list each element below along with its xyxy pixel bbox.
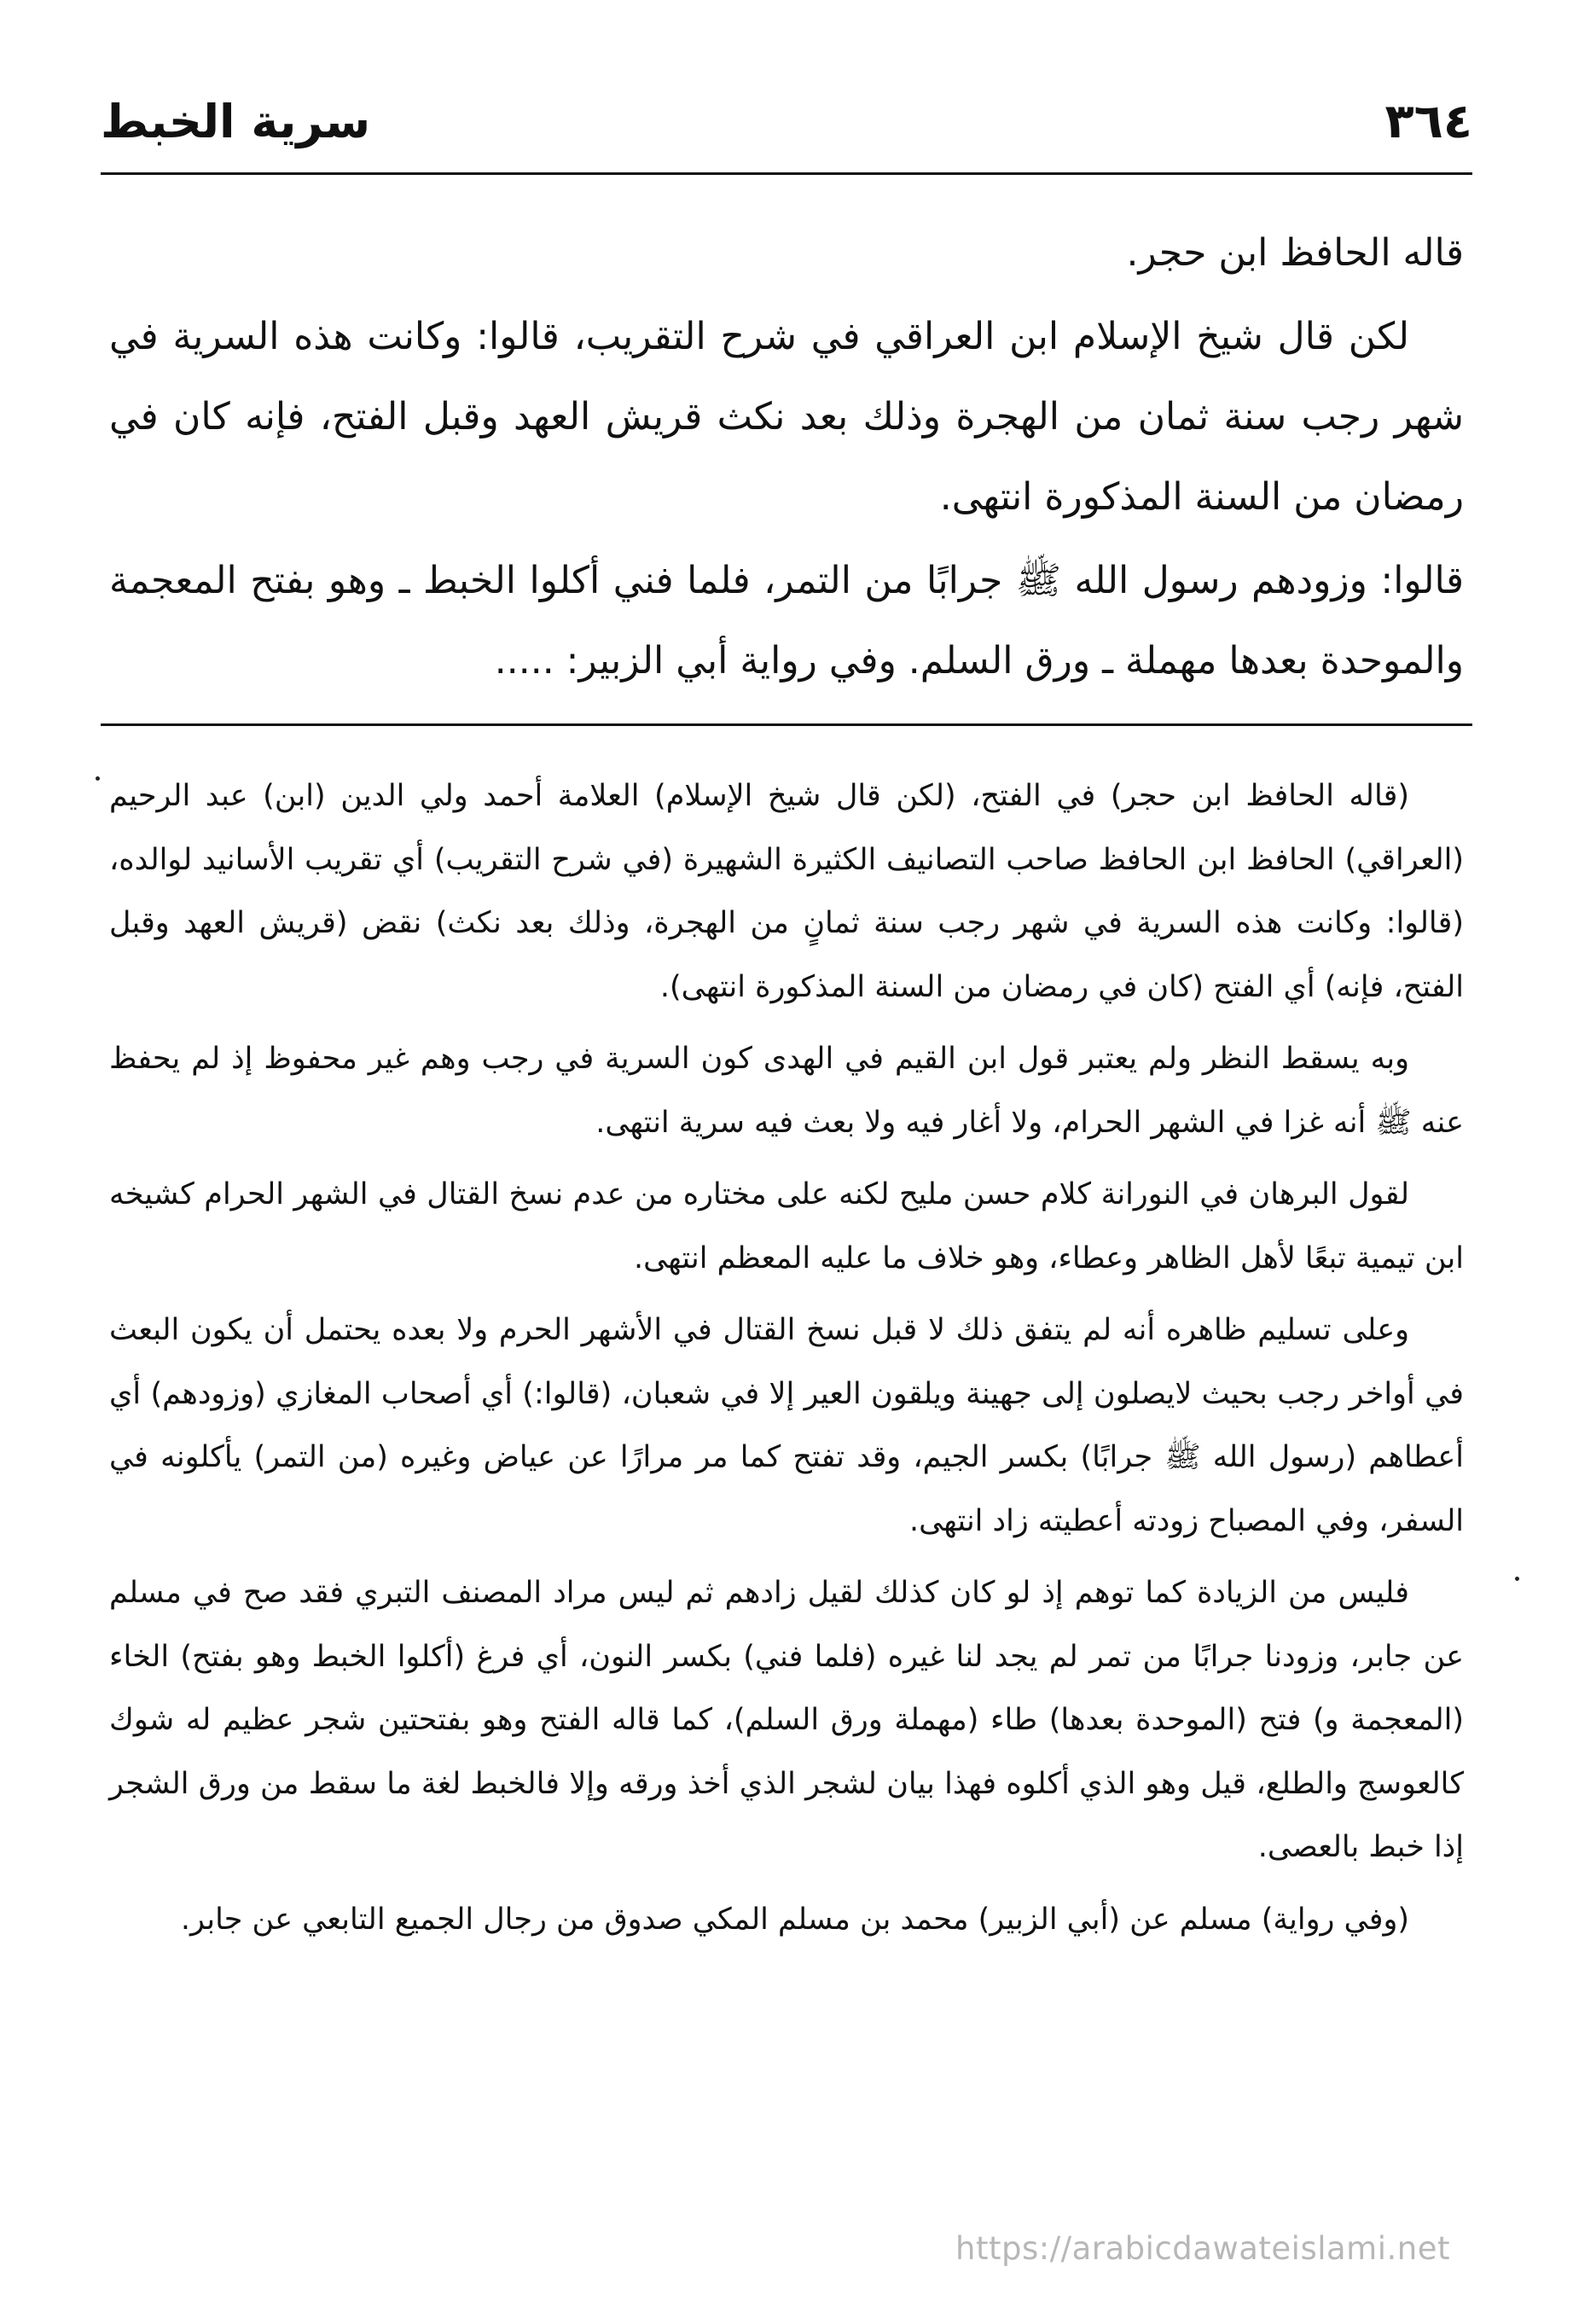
running-header [101, 78, 1472, 164]
main-text-paragraph: قاله الحافظ ابن حجر. [1126, 231, 1464, 275]
main-text-paragraph: لكن قال شيخ الإسلام ابن العراقي في شرح التقريب، قالوا: وكانت هذه السرية في شهر رجب سنة ثمان من الهجرة وذلك بعد نكث قريش العهد وقبل الفتح، فإنه كان في رمضان من السنة المذكورة انتهى. [109, 315, 1464, 519]
watermark-url: https://arabicdawateislami.net [955, 2230, 1450, 2267]
page-number: ٣٦٤ [1384, 93, 1472, 149]
main-text-paragraph: قالوا: وزودهم رسول الله ﷺ جرابًا من التمر، فلما فني أكلوا الخبط ـ وهو بفتح المعجمة والموحدة بعدها مهملة ـ ورق السلم. وفي رواية أبي الزبير: ..... [109, 559, 1464, 683]
main-text [109, 213, 1464, 705]
commentary-paragraph: لقول البرهان في النورانة كلام حسن مليح لكنه على مختاره من عدم نسخ القتال في الشهر الحرام كشيخه ابن تيمية تبعًا لأهل الظاهر وعطاء، وهو خلاف ما عليه المعظم انتهى. [109, 1177, 1464, 1275]
commentary-paragraph: (وفي رواية) مسلم عن (أبي الزبير) محمد بن مسلم المكي صدوق من رجال الجميع التابعي عن جابر. [180, 1902, 1409, 1937]
commentary-paragraph: فليس من الزيادة كما توهم إذ لو كان كذلك لقيل زادهم ثم ليس مراد المصنف التبري فقد صح في مسلم عن جابر، وزودنا جرابًا من تمر لم يجد لنا غيره (فلما فني) بكسر النون، أي فرغ (أكلوا الخبط وهو بفتح) الخاء (المعجمة و) فتح (الموحدة بعدها) طاء (مهملة ورق السلم)، كما قاله الفتح وهو بفتحتين شجر عظيم له شوك كالعوسج والطلع، قيل وهو الذي أكلوه فهذا بيان لشجر الذي أخذ ورقه وإلا فالخبط لغة ما سقط من ورق الشجر إذا خبط بالعصى. [109, 1576, 1464, 1864]
commentary-text [109, 764, 1464, 1960]
commentary-paragraph: وبه يسقط النظر ولم يعتبر قول ابن القيم في الهدى كون السرية في رجب وهم غير محفوظ إذ لم يحفظ عنه ﷺ أنه غزا في الشهر الحرام، ولا أغار فيه ولا بعث فيه سرية انتهى. [109, 1042, 1464, 1140]
header-rule [101, 172, 1472, 175]
book-title: سرية الخبط [101, 94, 371, 148]
commentary-paragraph: وعلى تسليم ظاهره أنه لم يتفق ذلك لا قبل نسخ القتال في الأشهر الحرم ولا بعده يحتمل أن يكون البعث في أواخر رجب بحيث لايصلون إلى جهينة ويلقون العير إلا في شعبان، (قالوا:) أي أصحاب المغازي (وزودهم) أي أعطاهم (رسول الله ﷺ جرابًا) بكسر الجيم، وقد تفتح كما مر مرارًا عن عياض وغيره (من التمر) يأكلونه في السفر، وفي المصباح زودته أعطيته زاد انتهى. [109, 1313, 1464, 1538]
separator-rule [101, 723, 1472, 726]
scan-speck [96, 776, 100, 781]
commentary-paragraph: (قاله الحافظ ابن حجر) في الفتح، (لكن قال شيخ الإسلام) العلامة أحمد ولي الدين (ابن) عبد الرحيم (العراقي) الحافظ ابن الحافظ صاحب التصانيف الكثيرة الشهيرة (في شرح التقريب) أي تقريب الأسانيد لوالده، (قالوا: وكانت هذه السرية في شهر رجب سنة ثمانٍ من الهجرة، وذلك بعد نكث) نقض (قريش العهد وقبل الفتح، فإنه) أي الفتح (كان في رمضان من السنة المذكورة انتهى). [109, 779, 1464, 1004]
scan-speck [1515, 1577, 1519, 1581]
